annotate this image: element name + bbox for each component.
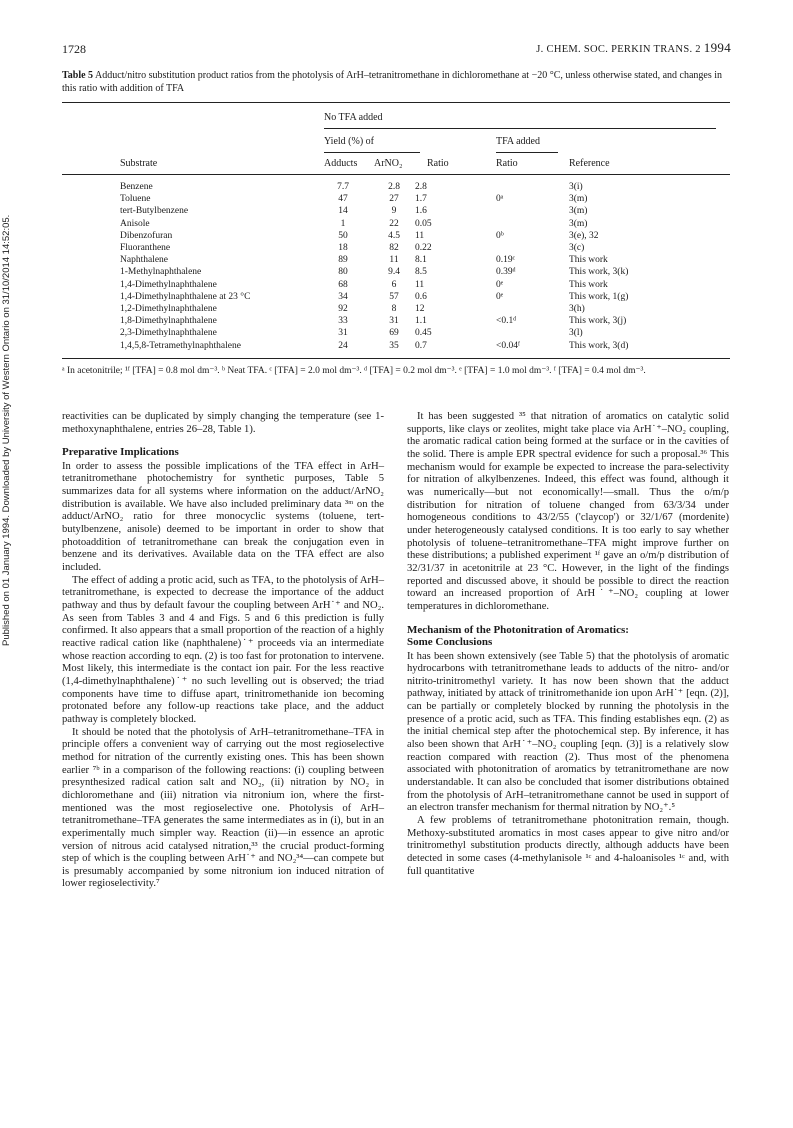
cell-substrate: Benzene	[120, 182, 153, 192]
left-column	[62, 411, 384, 891]
cell-arno2: 27	[389, 194, 399, 205]
group-header-yield: Yield (%) of	[324, 136, 374, 147]
cell-substrate: 1,2-Dimethylnaphthalene	[120, 304, 217, 314]
table-row	[0, 316, 793, 327]
group-rule-tfa	[496, 152, 558, 153]
col-header-ratio: Ratio	[427, 158, 449, 169]
cell-substrate: 1,4-Dimethylnaphthalene	[120, 279, 217, 290]
page-number: 1728	[62, 42, 86, 56]
cell-adducts: 80	[338, 267, 348, 278]
cell-ref: This work	[569, 279, 608, 290]
table-row	[0, 231, 793, 242]
download-watermark: Published on 01 January 1994. Downloaded by University of Western Ontario on 31/10/2014 14:52:05.	[1, 214, 12, 646]
table-caption	[62, 70, 730, 95]
table-header-rule	[62, 174, 730, 175]
cell-ratio: 12	[415, 304, 425, 314]
cell-tfa: 0.39ᵈ	[496, 267, 516, 278]
table-bottom-rule	[62, 358, 730, 359]
cell-ratio: 2.8	[415, 182, 427, 192]
group-header-tfa: TFA added	[496, 136, 540, 147]
table-label: Table 5	[62, 70, 94, 81]
col-header-substrate: Substrate	[120, 158, 158, 169]
cell-tfa: 0ᵃ	[496, 194, 504, 205]
table-top-rule	[62, 102, 730, 103]
cell-arno2: 35	[389, 340, 399, 351]
cell-ref: 3(m)	[569, 218, 588, 229]
cell-arno2: 6	[391, 279, 397, 290]
cell-adducts: 31	[338, 328, 348, 339]
section-heading-mechanism-line2: Some Conclusions	[407, 636, 493, 648]
right-column	[407, 411, 729, 878]
table-row	[0, 206, 793, 217]
cell-adducts: 47	[338, 194, 348, 205]
cell-ratio: 0.05	[415, 218, 432, 229]
cell-arno2: 11	[389, 255, 399, 266]
cell-arno2: 9	[391, 206, 397, 217]
cell-ref: This work, 3(d)	[569, 340, 629, 351]
cell-ref: 3(m)	[569, 194, 588, 205]
table-row	[0, 243, 793, 254]
table-footnote: ᵃ In acetonitrile; ¹ᶠ [TFA] = 0.8 mol dm⁻³. ᵇ Neat TFA. ᶜ [TFA] = 2.0 mol dm⁻³. ᵈ [TFA] = 0.2 mol dm⁻³. ᵉ [TFA] = 1.0 mol dm⁻³. ᶠ [TFA] = 0.4 mol dm⁻³.	[62, 366, 646, 376]
cell-adducts: 34	[338, 291, 348, 302]
cell-tfa: 0ᵉ	[496, 291, 504, 302]
section-heading-mechanism-line1: Mechanism of the Photonitration of Aromatics:	[407, 623, 629, 636]
table-row	[0, 328, 793, 339]
col-header-tfa-ratio: Ratio	[496, 158, 518, 169]
col-header-arno2: ArNO₂	[374, 158, 403, 169]
cell-substrate: Naphthalene	[120, 255, 169, 266]
cell-substrate: 1,8-Dimethylnaphthalene	[120, 316, 217, 327]
section-heading-preparative: Preparative Implications	[62, 446, 179, 459]
right-paragraph-1: It has been suggested ³⁵ that nitration of aromatics on catalytic solid supports, like clays or zeolites, might take place via ArH˙⁺–NO₂ coupling, the aromatic radical cation being formed at the surface or in the cavities of the solid. There is ample EPR spectral evidence for such a proposal.³⁶ This mechanism would for example be expected to increase the para-selectivity for nitration of alkylbenzenes. Indeed, this effect was found, although it was numerically—but not economically!—small. Thus the o/m/p distribution for nitration of toluene changed from 63/3/34 under homogeneous conditions to 43/2/55 ('claycop') or 32/1/67 (mordenite) under heterogeneously catalysed conditions. It is too early to say whether photolysis of toluene–tetranitromethane–TFA might improve further on these distributions; a published experiment ¹ᶠ gave an o/m/p distribution of 32/31/37 in acetonitrile at 23 °C. However, in the light of the findings reported and discussed above, it should be possible to direct the reaction toward an increased proportion of ArH˙⁺–NO₂ coupling at lower temperatures in dichloromethane.	[407, 411, 729, 612]
journal-header	[536, 40, 731, 56]
left-paragraph-0: reactivities can be duplicated by simply changing the temperature (see 1-methoxynaphthalene, entries 26–28, Table 1).	[62, 411, 384, 435]
cell-tfa: <0.04ᶠ	[496, 340, 520, 351]
cell-tfa: 0ᵇ	[496, 230, 504, 241]
cell-adducts: 18	[338, 243, 348, 253]
right-paragraph-2: It has been shown extensively (see Table 5) that the photolysis of aromatic hydrocarbons with tetranitromethane leads to adducts of the nitro- and/or nitrito-trinitromethyl variety. It has now been shown that the adduct pathway, initiated by attack of trinitromethanide ion upon ArH˙⁺ [eqn. (2)], can be partially or completely blocked by running the photolysis in the presence of a protic acid, such as TFA. This finding establishes eqn. (2) as the initial chemical step after the photochemical step. By inference, it has also been shown that ArH˙⁺–NO₂ coupling [eqn. (3)] is a relatively slow reaction compared with reaction (2). Thus most of the phenomena associated with photonitration of aromatics by tetranitromethane are now understandable. It can also be concluded that isomer distributions obtained from the photolysis of ArH–tetranitromethane cannot be used in support of an electron transfer mechanism for thermal nitration by NO₂⁺.⁵	[407, 650, 729, 814]
cell-adducts: 89	[338, 255, 348, 266]
table-row	[0, 280, 793, 291]
table-row	[0, 255, 793, 266]
cell-ratio: 11	[415, 279, 425, 290]
journal-year: 1994	[703, 40, 731, 55]
cell-ref: 3(h)	[569, 304, 585, 314]
cell-arno2: 82	[389, 243, 399, 253]
right-paragraph-3: A few problems of tetranitromethane photonitration remain, though. Methoxy-substituted aromatics in most cases appear to give nitro and/or trinitromethyl substitution products directly, although adducts have been detected in some cases (4-methylanisole ¹ᶜ and 4-haloanisoles ¹ᶜ and, with full quantitative	[407, 815, 729, 877]
cell-arno2: 69	[389, 328, 399, 339]
cell-substrate: Dibenzofuran	[120, 230, 173, 241]
cell-substrate: tert-Butylbenzene	[120, 206, 189, 217]
cell-ratio: 1.1	[415, 316, 427, 327]
table-row	[0, 341, 793, 352]
cell-adducts: 33	[338, 316, 348, 327]
cell-ratio: 8.5	[415, 267, 427, 278]
left-paragraph-1: In order to assess the possible implications of the TFA effect in ArH–tetranitromethane photochemistry for synthetic purposes, Table 5 summarizes data for all systems where information on the adduct/ArNO₂ distribution is available. We have also included preliminary data ³ᵐ on the adduct/ArNO₂ ratio for three monocyclic systems (toluene, tert-butylbenzene, anisole) deemed to be important in order to show that photoaddition of tetranitromethane can break the conjugation even in benzene and its derivatives. Available data on the TFA effect are also included.	[62, 460, 384, 574]
cell-substrate: 1,4-Dimethylnaphthalene at 23 °C	[120, 291, 251, 302]
cell-substrate: Toluene	[120, 194, 151, 205]
cell-ref: This work	[569, 255, 608, 266]
cell-substrate: 1-Methylnaphthalene	[120, 267, 202, 278]
cell-ref: This work, 1(g)	[569, 291, 629, 302]
cell-adducts: 68	[338, 279, 348, 290]
cell-ratio: 0.7	[415, 340, 427, 351]
cell-adducts: 50	[338, 230, 348, 241]
table-caption-text: Adduct/nitro substitution product ratios from the photolysis of ArH–tetranitromethane in dichloromethane at −20 °C, unless otherwise stated, and changes in this ratio with addition of TFA	[62, 70, 723, 94]
col-header-reference: Reference	[569, 158, 610, 169]
left-paragraph-2: The effect of adding a protic acid, such as TFA, to the photolysis of ArH–tetranitromethane, is expected to decrease the importance of the adduct pathway and thus by default favour the coupling between ArH˙⁺ and NO₂. As seen from Tables 3 and 4 and Figs. 5 and 6 this prediction is fully confirmed. It also appears that a small proportion of the reaction of a highly reactive radical cation like (naphthalene)˙⁺ proceeds via an intermediate whose reaction according to eqn. (2) is too fast for protonation to intervene. Most likely, this intermediate is the contact ion pair. For the less reactive (1,4-dimethylnaphthalene)˙⁺ no such levelling out is observed; the triad components have time to diffuse apart, trinitromethanide ion becoming protonated before any follow-up reactions take place, and the adduct pathway is completely blocked.	[62, 574, 384, 725]
table-row	[0, 194, 793, 205]
cell-ref: This work, 3(k)	[569, 267, 629, 278]
cell-ratio: 0.22	[415, 243, 432, 253]
group-rule-no-tfa	[324, 128, 716, 129]
cell-ref: 3(l)	[569, 328, 583, 339]
cell-arno2: 22	[389, 218, 399, 229]
table-row	[0, 182, 793, 193]
cell-ratio: 0.6	[415, 291, 427, 302]
cell-arno2: 9.4	[388, 267, 400, 278]
cell-adducts: 92	[338, 304, 348, 314]
cell-substrate: 1,4,5,8-Tetramethylnaphthalene	[120, 340, 241, 351]
section-heading-mechanism	[407, 624, 729, 649]
cell-adducts: 14	[338, 206, 348, 217]
col-header-adducts: Adducts	[324, 158, 358, 169]
cell-ratio: 1.6	[415, 206, 427, 217]
cell-tfa: 0.19ᶜ	[496, 255, 516, 266]
group-header-no-tfa: No TFA added	[324, 112, 383, 123]
cell-adducts: 1	[340, 218, 346, 229]
cell-ref: This work, 3(j)	[569, 316, 627, 327]
cell-substrate: Fluoranthene	[120, 243, 171, 253]
cell-substrate: Anisole	[120, 218, 150, 229]
cell-arno2: 57	[389, 291, 399, 302]
group-rule-yield	[324, 152, 420, 153]
table-row	[0, 267, 793, 278]
cell-ratio: 11	[415, 230, 425, 241]
cell-ratio: 1.7	[415, 194, 427, 205]
cell-substrate: 2,3-Dimethylnaphthalene	[120, 328, 217, 339]
cell-ref: 3(c)	[569, 243, 585, 253]
cell-arno2: 8	[391, 304, 397, 314]
cell-adducts: 7.7	[337, 182, 349, 192]
cell-tfa: <0.1ᵈ	[496, 316, 517, 327]
cell-ref: 3(i)	[569, 182, 583, 192]
cell-ratio: 8.1	[415, 255, 427, 266]
cell-tfa: 0ᵉ	[496, 279, 504, 290]
journal-name: J. CHEM. SOC. PERKIN TRANS. 2	[536, 44, 701, 55]
cell-arno2: 31	[389, 316, 399, 327]
cell-arno2: 4.5	[388, 230, 400, 241]
left-paragraph-3: It should be noted that the photolysis of ArH–tetranitromethane–TFA in principle offers a convenient way of carrying out the most regioselective method for nitration of the currently existing ones. This has been shown earlier ⁷ᵇ in a comparison of the following reactions: (i) coupling between presynthesized radical cation salt and NO₂, (ii) nitration by NO₂ in dichloromethane and (iii) nitration via nitronium ion, where the first-mentioned was the most regioselective one. Photolysis of ArH–tetranitromethane–TFA generates the same intermediates as in (i), but in an experimentally much simpler way. Reaction (ii)—in essence an aprotic version of nitrous acid catalysed nitration,³³ the crucial product-forming step of which is the coupling between ArH˙⁺ and NO₂³⁴—can compete but is presumably accompanied by some nitronium ion induced nitration of lower regioselectivity.⁷	[62, 726, 384, 890]
cell-adducts: 24	[338, 340, 348, 351]
cell-ref: 3(e), 32	[569, 230, 599, 241]
cell-ratio: 0.45	[415, 328, 432, 339]
table-row	[0, 292, 793, 303]
cell-arno2: 2.8	[388, 182, 400, 192]
table-row	[0, 304, 793, 315]
cell-ref: 3(m)	[569, 206, 588, 217]
table-row	[0, 219, 793, 230]
